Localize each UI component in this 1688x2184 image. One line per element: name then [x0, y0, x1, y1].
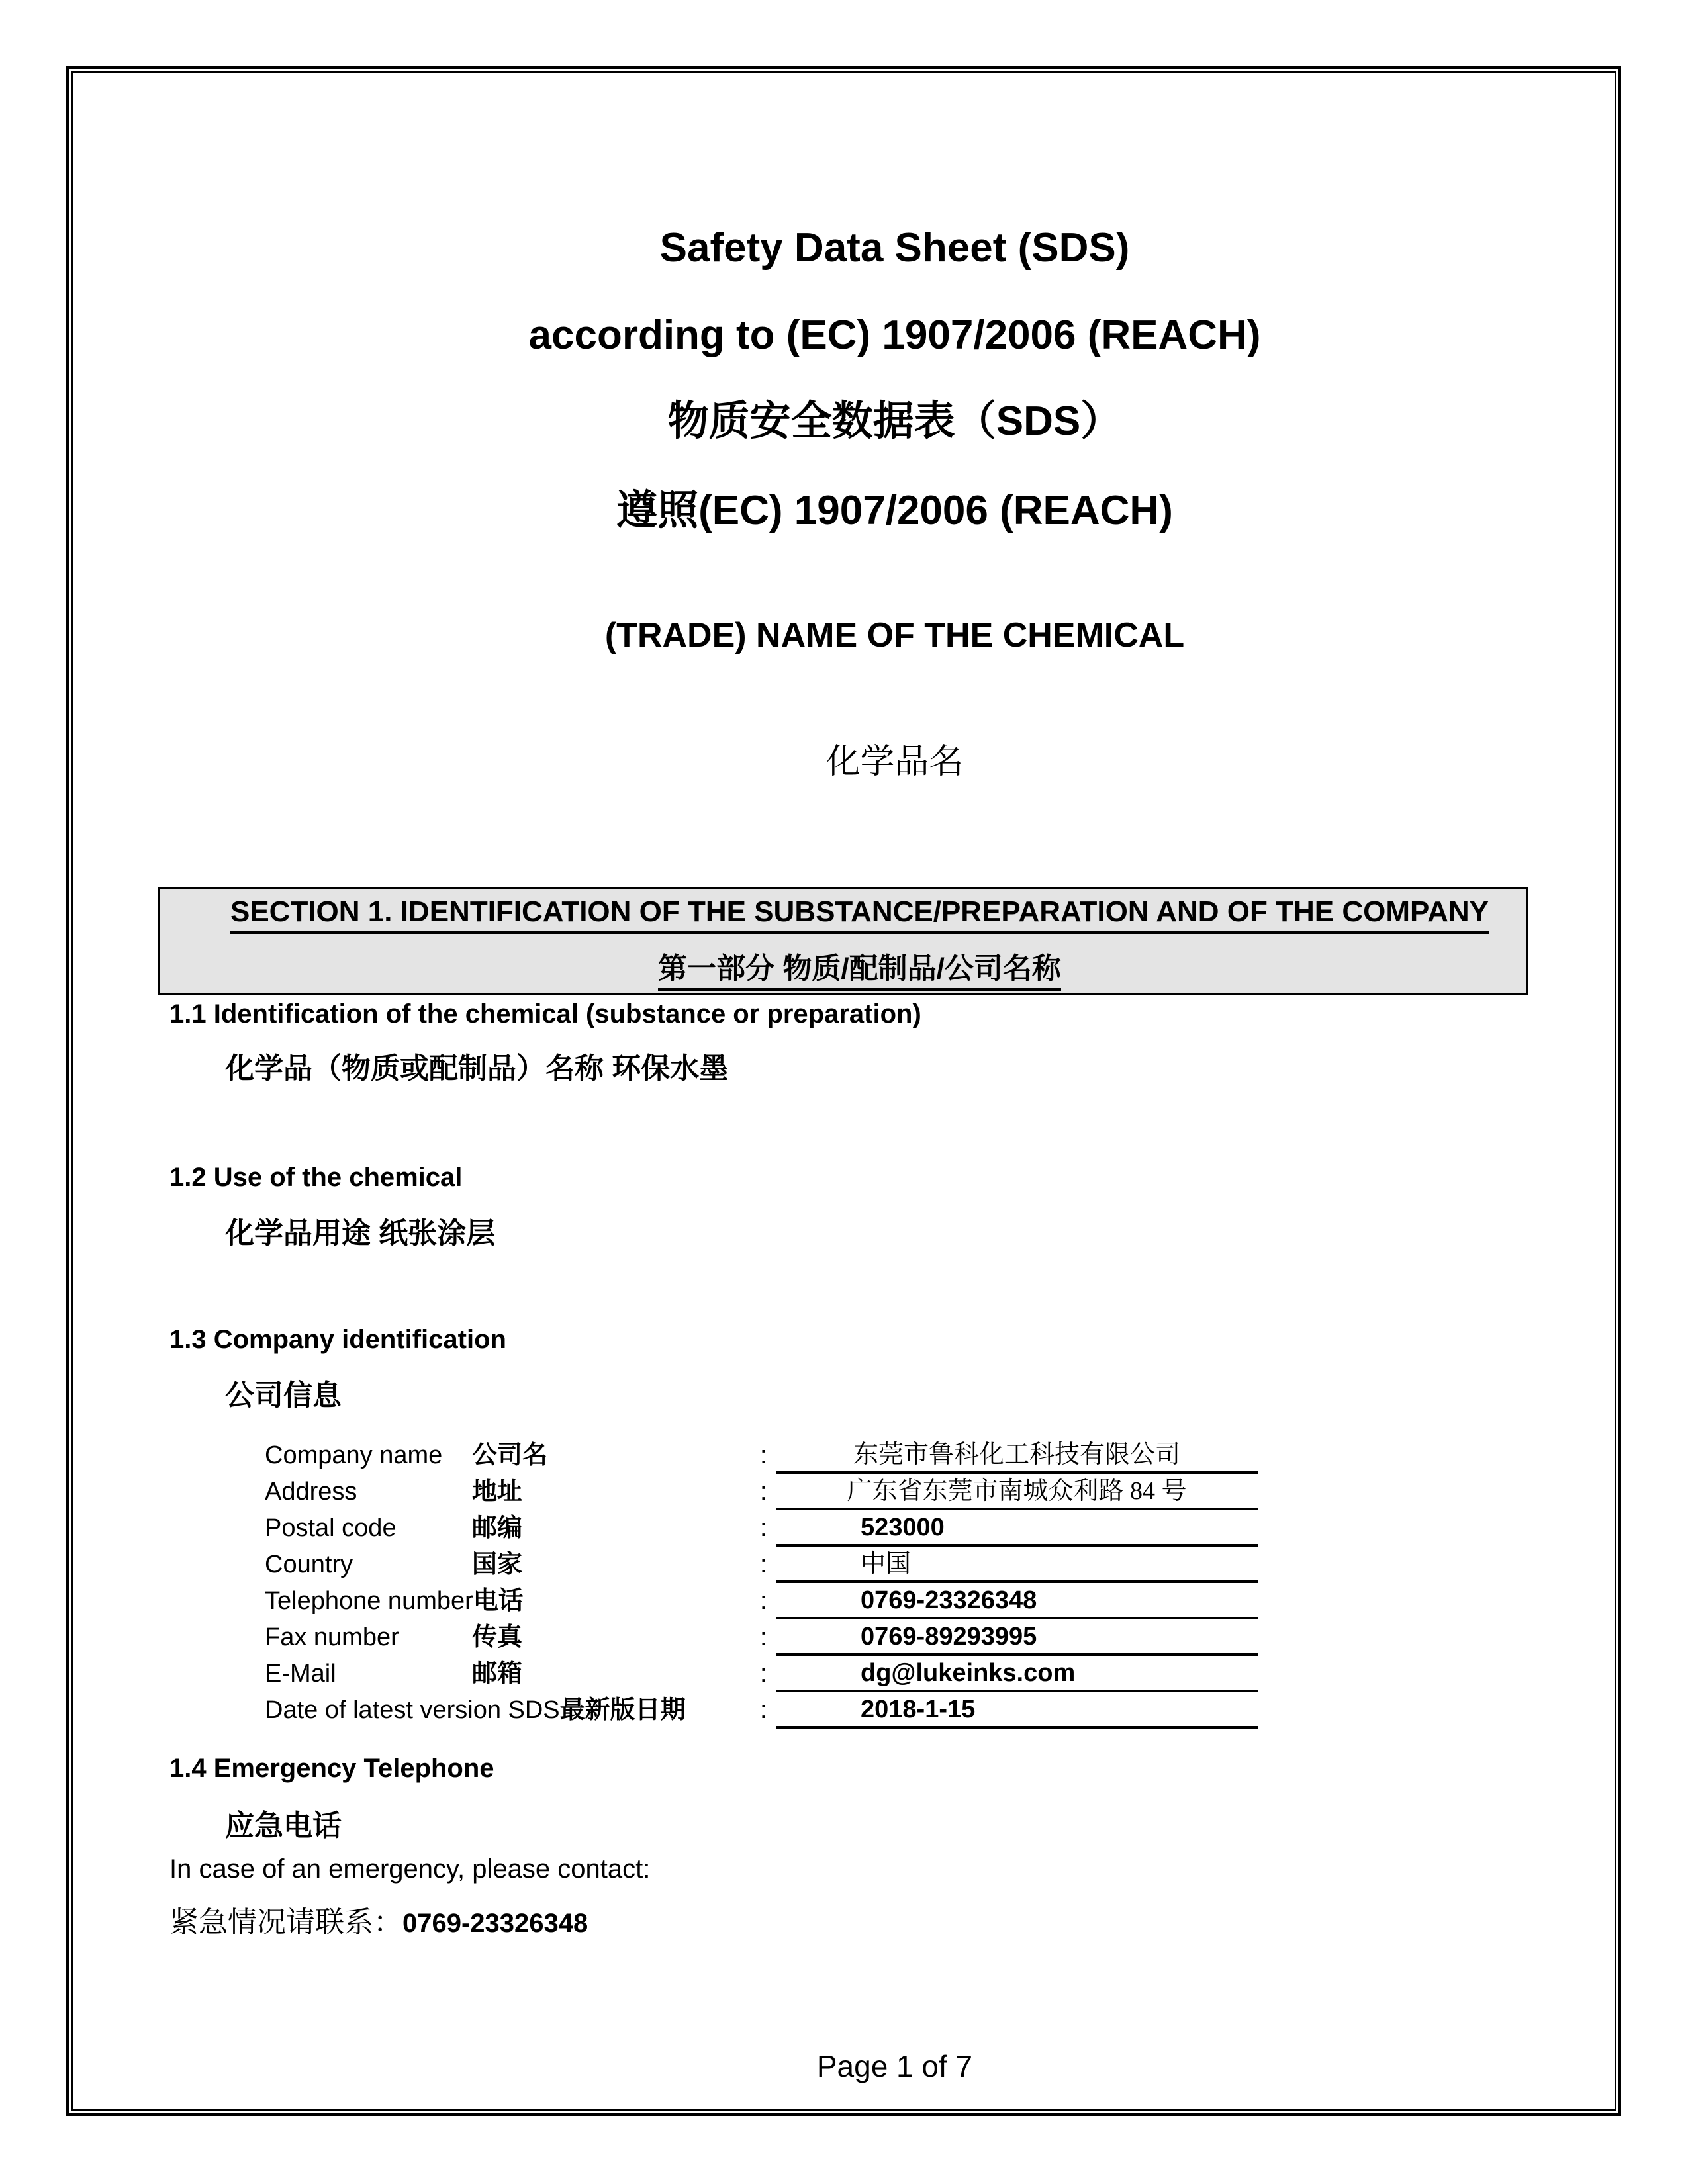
- table-row: [265, 1656, 1297, 1692]
- doc-subtitle-en: according to (EC) 1907/2006 (REACH): [528, 312, 1261, 358]
- row-value: 0769-89293995: [776, 1619, 1258, 1656]
- heading-1-3: 1.3 Company identification: [169, 1325, 506, 1354]
- heading-1-1: 1.1 Identification of the chemical (substance or preparation): [169, 999, 921, 1028]
- doc-title-zh: 物质安全数据表（SDS）: [667, 398, 1122, 444]
- row-label-en: Country: [265, 1551, 353, 1578]
- row-separator: :: [760, 1696, 767, 1724]
- row-value: 东莞市鲁科化工科技有限公司: [776, 1437, 1258, 1474]
- company-info-table: [265, 1437, 1297, 1729]
- row-value: 广东省东莞市南城众利路 84 号: [776, 1474, 1258, 1510]
- table-row: [265, 1619, 1297, 1656]
- heading-1-2: 1.2 Use of the chemical: [169, 1163, 463, 1192]
- emergency-contact-zh: 紧急情况请联系：: [169, 1906, 402, 1938]
- row-label-zh: 地址: [472, 1478, 523, 1506]
- table-row: [265, 1692, 1297, 1729]
- row-label-en: Postal code: [265, 1514, 397, 1542]
- heading-1-4: 1.4 Emergency Telephone: [169, 1754, 494, 1783]
- table-row: [265, 1437, 1297, 1474]
- page-indicator: Page 1 of 7: [816, 2049, 973, 2083]
- chemical-name-zh: 化学品名: [825, 743, 964, 781]
- row-value: 2018-1-15: [776, 1692, 1258, 1729]
- trade-name-heading: (TRADE) NAME OF THE CHEMICAL: [604, 616, 1185, 655]
- row-separator: :: [760, 1623, 767, 1651]
- table-row: [265, 1474, 1297, 1510]
- row-value: 523000: [776, 1510, 1258, 1547]
- row-label-zh: 传真: [472, 1623, 523, 1651]
- doc-subtitle-zh: 遵照(EC) 1907/2006 (REACH): [616, 488, 1173, 533]
- row-label-zh: 国家: [472, 1551, 523, 1578]
- emergency-phone: 0769-23326348: [402, 1909, 588, 1938]
- row-value: 0769-23326348: [776, 1583, 1258, 1619]
- detail-1-2-zh: 化学品用途 纸张涂层: [225, 1217, 496, 1250]
- row-label-zh: 公司名: [472, 1441, 548, 1469]
- row-separator: :: [760, 1551, 767, 1578]
- row-label-en: Address: [265, 1478, 357, 1506]
- emergency-intro-en: In case of an emergency, please contact:: [169, 1854, 651, 1884]
- section1-header-en: SECTION 1. IDENTIFICATION OF THE SUBSTANCE/PREPARATION AND OF THE COMPANY: [230, 895, 1489, 934]
- row-label-zh: 邮编: [472, 1514, 523, 1542]
- row-label-en: Company name: [265, 1441, 443, 1469]
- row-separator: :: [760, 1587, 767, 1615]
- row-separator: :: [760, 1478, 767, 1506]
- row-label-en: Fax number: [265, 1623, 399, 1651]
- detail-1-1-zh: 化学品（物质或配制品）名称 环保水墨: [225, 1052, 729, 1085]
- doc-title-en: Safety Data Sheet (SDS): [659, 225, 1130, 271]
- row-label-zh: 最新版日期: [559, 1696, 686, 1724]
- row-label-en: Date of latest version SDS: [265, 1696, 560, 1724]
- table-row: [265, 1547, 1297, 1583]
- table-row: [265, 1510, 1297, 1547]
- row-label-en: E-Mail: [265, 1660, 336, 1688]
- row-value: dg@lukeinks.com: [776, 1656, 1258, 1692]
- row-label-en: Telephone number: [265, 1587, 473, 1615]
- row-label-zh: 邮箱: [472, 1660, 523, 1688]
- row-separator: :: [760, 1660, 767, 1688]
- row-label-zh: 电话: [473, 1587, 524, 1615]
- row-value: 中国: [776, 1547, 1258, 1583]
- section1-header-zh: 第一部分 物质/配制品/公司名称: [658, 944, 1061, 991]
- emergency-contact-line: [169, 1898, 588, 1940]
- row-separator: :: [760, 1514, 767, 1542]
- detail-1-4-zh: 应急电话: [225, 1809, 342, 1842]
- table-row: [265, 1583, 1297, 1619]
- section1-header-box: [158, 887, 1528, 995]
- row-separator: :: [760, 1441, 767, 1469]
- detail-1-3-zh: 公司信息: [225, 1379, 342, 1412]
